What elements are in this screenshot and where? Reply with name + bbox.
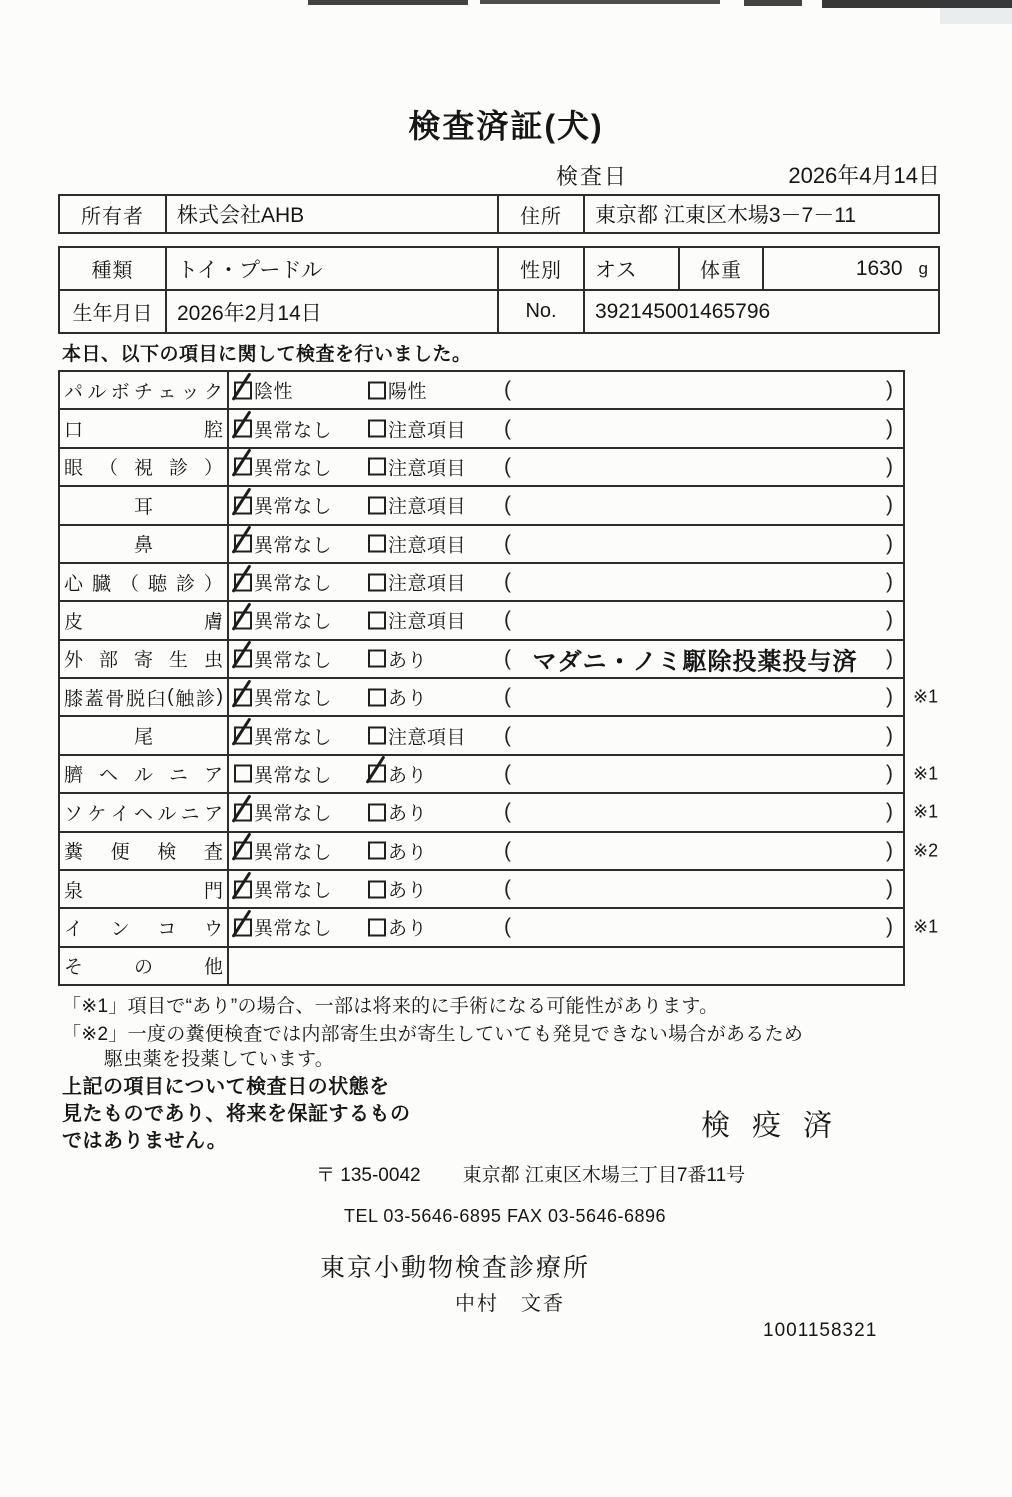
label-char: イ <box>64 918 84 940</box>
checklist-option <box>368 569 466 596</box>
owner-row <box>60 196 938 232</box>
disclaimer-line: ではありません。 <box>62 1130 228 1152</box>
paren-note-text: マダニ・ノミ駆除投薬投与済 <box>532 648 858 676</box>
paren-close: ) <box>886 570 893 594</box>
checklist-option <box>368 645 427 672</box>
paren-close: ) <box>886 531 893 555</box>
checklist-row-label <box>60 564 229 600</box>
paren-close: ) <box>886 416 893 440</box>
paren-close: ) <box>886 761 893 785</box>
label-char: 診 <box>195 688 215 710</box>
paren-open: ( <box>504 915 511 939</box>
checklist-row <box>60 639 903 677</box>
option-label: 注意項目 <box>388 458 467 480</box>
checklist-option <box>234 837 332 864</box>
label-char: 臍 <box>64 765 84 787</box>
option-label: 異常なし <box>254 535 333 557</box>
checklist-option <box>368 415 466 442</box>
checklist-row-content <box>229 948 903 984</box>
checklist-option <box>234 453 332 480</box>
paren-close: ) <box>886 646 893 670</box>
checkbox-unchecked-icon <box>234 765 252 783</box>
checklist-row <box>60 946 903 984</box>
no-value: 392145001465796 <box>595 299 771 323</box>
breed-row <box>60 248 938 289</box>
checkbox-unchecked-icon <box>368 611 386 629</box>
label-char: ル <box>87 381 107 403</box>
paren-open: ( <box>504 416 511 440</box>
checklist-option <box>234 569 332 596</box>
paren-open: ( <box>504 608 511 632</box>
footnote-ref: ※1 <box>913 763 939 784</box>
option-label: 異常なし <box>254 688 333 710</box>
checklist-option <box>234 607 332 634</box>
option-label: 注意項目 <box>388 496 467 518</box>
checklist-row <box>60 715 903 753</box>
label-char: ェ <box>157 381 177 403</box>
checklist-option <box>234 799 332 826</box>
option-label: あり <box>388 765 428 787</box>
checklist-row-content <box>229 717 903 753</box>
checklist-row-content <box>229 641 903 677</box>
checkbox-checked-icon <box>234 842 252 860</box>
checklist-row-label <box>60 833 229 869</box>
sex-label: 性別 <box>499 248 585 289</box>
checklist-row-label <box>60 372 229 408</box>
paren-close: ) <box>886 723 893 747</box>
option-label: 注意項目 <box>388 535 467 557</box>
checklist-row <box>60 907 939 945</box>
no-label: No. <box>499 291 585 332</box>
option-label: 陽性 <box>388 381 428 403</box>
paren-close: ) <box>886 378 893 402</box>
paren-open: ( <box>504 877 511 901</box>
label-char: ボ <box>110 381 130 403</box>
label-char: 鼻 <box>133 535 153 557</box>
label-char: 口 <box>64 420 84 442</box>
label-char: 臼 <box>146 688 166 710</box>
checklist-row <box>60 447 903 485</box>
checkbox-unchecked-icon <box>368 420 386 438</box>
checklist-row-label <box>60 794 229 830</box>
label-char: チ <box>133 381 153 403</box>
checkbox-checked-icon <box>234 611 252 629</box>
paren-close: ) <box>886 454 893 478</box>
check-slash-icon <box>231 487 251 515</box>
checklist-option <box>368 377 427 404</box>
label-char: ル <box>133 765 153 787</box>
label-char: 診 <box>175 573 195 595</box>
postal-code: 〒 135-0042 <box>316 1165 421 1186</box>
option-label: 注意項目 <box>388 727 467 749</box>
label-char: ッ <box>180 381 200 403</box>
weight-value: 1630 <box>855 256 903 280</box>
label-char: ケ <box>87 803 107 825</box>
checklist-row <box>60 485 903 523</box>
checklist-row <box>60 372 903 408</box>
checkbox-unchecked-icon <box>368 803 386 821</box>
option-label: 注意項目 <box>388 573 467 595</box>
checklist-option <box>234 415 332 442</box>
option-label: あり <box>388 688 428 710</box>
checklist-row-content <box>229 794 903 830</box>
paren-close: ) <box>886 685 893 709</box>
label-char: 腔 <box>203 420 223 442</box>
label-char: コ <box>157 918 177 940</box>
scan-artifact <box>308 0 468 5</box>
label-char: 検 <box>157 842 177 864</box>
checkbox-checked-icon <box>368 765 386 783</box>
birthdate-value: 2026年2月14日 <box>167 291 499 332</box>
option-label: 異常なし <box>254 496 333 518</box>
quarantine-stamp: 検 疫 済 <box>701 1110 840 1142</box>
checklist-option <box>234 492 332 519</box>
checklist-row-content <box>229 410 903 446</box>
paren-open: ( <box>504 761 511 785</box>
check-slash-icon <box>231 449 251 477</box>
checkbox-checked-icon <box>234 496 252 514</box>
paren-open: ( <box>504 378 511 402</box>
address-label: 住所 <box>499 196 585 232</box>
checklist-row-content <box>229 871 903 907</box>
checklist-option <box>234 876 332 903</box>
inspection-date-label: 検査日 <box>556 164 629 189</box>
checkbox-checked-icon <box>234 458 252 476</box>
check-slash-icon <box>231 717 251 745</box>
checklist-option <box>368 530 466 557</box>
owner-value: 株式会社AHB <box>167 196 499 232</box>
option-label: 異常なし <box>254 918 333 940</box>
checkbox-checked-icon <box>234 880 252 898</box>
checklist-row-content <box>229 526 903 562</box>
label-char: 触 <box>175 688 195 710</box>
checklist-row-label <box>60 717 229 753</box>
option-label: 異常なし <box>254 842 333 864</box>
label-char: 心 <box>64 573 84 595</box>
checkbox-unchecked-icon <box>368 880 386 898</box>
label-char: 視 <box>133 458 153 480</box>
paren-close: ) <box>886 877 893 901</box>
label-char: ン <box>110 918 130 940</box>
label-char: パ <box>64 381 84 403</box>
option-label: 注意項目 <box>388 611 467 633</box>
checklist-row <box>60 754 939 792</box>
checklist-option <box>234 914 332 941</box>
label-char: ヘ <box>133 803 153 825</box>
label-char: 外 <box>64 650 84 672</box>
checklist-row <box>60 677 939 715</box>
scan-artifact <box>744 0 802 6</box>
checkbox-unchecked-icon <box>368 573 386 591</box>
check-slash-icon <box>231 641 251 669</box>
paren-open: ( <box>504 838 511 862</box>
checkbox-checked-icon <box>234 535 252 553</box>
label-char: ヘ <box>98 765 118 787</box>
label-char: 骨 <box>105 688 125 710</box>
disclaimer-line: 見たものであり、将来を保証するもの <box>62 1103 411 1125</box>
option-label: 異常なし <box>254 458 333 480</box>
document-title: 検査済証(犬) <box>408 108 604 144</box>
paren-close: ) <box>886 800 893 824</box>
label-char: 膝 <box>64 688 84 710</box>
option-label: 異常なし <box>254 880 333 902</box>
label-char: 虫 <box>203 650 223 672</box>
checklist-option <box>368 453 466 480</box>
paren-open: ( <box>504 570 511 594</box>
office-address-line <box>316 1160 745 1187</box>
label-char: 耳 <box>133 496 153 518</box>
label-char: （ <box>98 458 118 480</box>
check-slash-icon <box>231 794 251 822</box>
scan-artifact <box>822 0 1012 8</box>
checkbox-checked-icon <box>234 918 252 936</box>
checklist-row-label <box>60 410 229 446</box>
checkbox-unchecked-icon <box>368 650 386 668</box>
breed-label: 種類 <box>60 248 167 289</box>
checklist-row-content <box>229 602 903 638</box>
checklist-option <box>234 530 332 557</box>
option-label: あり <box>388 880 428 902</box>
label-char: ソ <box>64 803 84 825</box>
checklist-option <box>368 876 427 903</box>
paren-close: ) <box>886 493 893 517</box>
footnote-ref: ※2 <box>913 840 939 861</box>
label-char: ） <box>203 573 223 595</box>
checklist-row <box>60 792 939 830</box>
checklist-option <box>234 722 332 749</box>
label-char: 寄 <box>133 650 153 672</box>
label-char: 門 <box>203 880 223 902</box>
label-char: 聴 <box>147 573 167 595</box>
label-char: ル <box>157 803 177 825</box>
paren-open: ( <box>504 454 511 478</box>
note-ref2-line2: 駆虫薬を投薬しています。 <box>104 1049 335 1070</box>
checklist-intro: 本日、以下の項目に関して検査を行いました。 <box>62 344 472 365</box>
check-slash-icon <box>231 372 251 400</box>
checklist-row-label <box>60 487 229 523</box>
checklist-row-label <box>60 602 229 638</box>
option-label: あり <box>388 918 428 940</box>
label-char: 生 <box>168 650 188 672</box>
checkbox-checked-icon <box>234 420 252 438</box>
check-slash-icon <box>231 871 251 899</box>
paren-open: ( <box>504 723 511 747</box>
checklist-row-content <box>229 909 903 945</box>
checklist-option <box>368 799 427 826</box>
label-char: ） <box>203 458 223 480</box>
option-label: 異常なし <box>254 573 333 595</box>
checklist-option <box>368 492 466 519</box>
label-char: 診 <box>168 458 188 480</box>
sex-value: オス <box>585 248 680 289</box>
label-char: 眼 <box>64 458 84 480</box>
footnote-ref: ※1 <box>913 916 939 937</box>
paren-open: ( <box>504 646 511 670</box>
checkbox-checked-icon <box>234 727 252 745</box>
weight-label: 体重 <box>680 248 764 289</box>
check-slash-icon <box>231 602 251 630</box>
check-slash-icon <box>231 526 251 554</box>
checklist-row-content <box>229 372 903 408</box>
inspection-date-value: 2026年4月14日 <box>788 163 940 188</box>
check-slash-icon <box>365 756 385 784</box>
checkbox-unchecked-icon <box>368 727 386 745</box>
label-char: 部 <box>98 650 118 672</box>
label-char: 尾 <box>133 727 153 749</box>
label-char: ア <box>203 765 223 787</box>
birth-row <box>60 289 938 332</box>
owner-label: 所有者 <box>60 196 167 232</box>
option-label: 異常なし <box>254 803 333 825</box>
option-label: 異常なし <box>254 727 333 749</box>
paren-open: ( <box>504 800 511 824</box>
label-char: 皮 <box>64 611 84 633</box>
checklist-row <box>60 408 903 446</box>
address-value: 東京都 江東区木場3－7－11 <box>595 204 856 227</box>
checkbox-checked-icon <box>234 650 252 668</box>
label-char: ニ <box>180 803 200 825</box>
checklist-row-content <box>229 487 903 523</box>
checkbox-unchecked-icon <box>368 918 386 936</box>
label-char: 脱 <box>125 688 145 710</box>
checklist-row-label <box>60 756 229 792</box>
checkbox-unchecked-icon <box>368 535 386 553</box>
option-label: 異常なし <box>254 765 333 787</box>
checklist-option <box>368 684 427 711</box>
check-slash-icon <box>231 564 251 592</box>
birthdate-label: 生年月日 <box>60 291 167 332</box>
label-char: 便 <box>110 842 130 864</box>
checklist-row-content <box>229 756 903 792</box>
checkbox-unchecked-icon <box>368 842 386 860</box>
checklist-row <box>60 869 903 907</box>
scan-artifact <box>940 8 1012 24</box>
label-char: そ <box>64 957 84 979</box>
label-char: ( <box>167 686 174 708</box>
animal-table <box>58 246 940 334</box>
paren-open: ( <box>504 531 511 555</box>
checkbox-unchecked-icon <box>368 458 386 476</box>
option-label: あり <box>388 842 428 864</box>
check-slash-icon <box>231 679 251 707</box>
checkbox-checked-icon <box>234 381 252 399</box>
footnote-ref: ※1 <box>913 801 939 822</box>
scan-artifact <box>480 0 720 4</box>
checklist-option <box>234 377 293 404</box>
paren-close: ) <box>886 915 893 939</box>
clinic-name: 東京小動物検査診療所 <box>320 1254 591 1282</box>
checklist-option <box>368 914 427 941</box>
checkbox-checked-icon <box>234 688 252 706</box>
check-slash-icon <box>231 410 251 438</box>
option-label: あり <box>388 803 428 825</box>
paren-close: ) <box>886 838 893 862</box>
checkbox-unchecked-icon <box>368 496 386 514</box>
checklist-row-label <box>60 948 229 984</box>
checklist-option <box>368 722 466 749</box>
checklist-row <box>60 831 939 869</box>
weight-unit: g <box>918 258 928 278</box>
check-slash-icon <box>231 833 251 861</box>
option-label: あり <box>388 650 428 672</box>
checkbox-unchecked-icon <box>368 381 386 399</box>
paren-close: ) <box>886 608 893 632</box>
checklist-row <box>60 524 903 562</box>
checklist-row-label <box>60 909 229 945</box>
paren-open: ( <box>504 493 511 517</box>
weight-value-cell <box>764 248 938 289</box>
checkbox-checked-icon <box>234 803 252 821</box>
checklist-row-label <box>60 871 229 907</box>
label-char: イ <box>110 803 130 825</box>
checkbox-checked-icon <box>234 573 252 591</box>
tel-fax-line: TEL 03-5646-6895 FAX 03-5646-6896 <box>344 1206 667 1226</box>
label-char: の <box>133 957 153 979</box>
option-label: 異常なし <box>254 420 333 442</box>
checklist-option <box>368 837 427 864</box>
option-label: 陰性 <box>254 381 294 403</box>
checklist-row-label <box>60 679 229 715</box>
serial-number: 1001158321 <box>763 1320 878 1341</box>
checklist-option <box>368 607 466 634</box>
checkbox-unchecked-icon <box>368 688 386 706</box>
label-char: 膚 <box>203 611 223 633</box>
option-label: 注意項目 <box>388 420 467 442</box>
checklist-row-label <box>60 526 229 562</box>
note-ref2-line1: 「※2」一度の糞便検査では内部寄生虫が寄生していても発見できない場合があるため <box>62 1024 804 1045</box>
checklist-row <box>60 562 903 600</box>
checklist-row-label <box>60 449 229 485</box>
checklist-row-content <box>229 564 903 600</box>
paren-open: ( <box>504 685 511 709</box>
checklist-row-content <box>229 449 903 485</box>
checklist-option <box>234 760 332 787</box>
label-char: 糞 <box>64 842 84 864</box>
label-char: 他 <box>203 957 223 979</box>
label-char: 泉 <box>64 880 84 902</box>
note-ref1: 「※1」項目で“あり”の場合、一部は将来的に手術になる可能性があります。 <box>62 996 719 1017</box>
option-label: 異常なし <box>254 611 333 633</box>
office-address: 東京都 江東区木場三丁目7番11号 <box>462 1165 746 1186</box>
checklist-option <box>234 645 332 672</box>
label-char: 蓋 <box>84 688 104 710</box>
checklist-row-content <box>229 833 903 869</box>
label-char: ) <box>216 686 223 708</box>
disclaimer-text <box>62 1074 411 1155</box>
checklist-option <box>234 684 332 711</box>
disclaimer-line: 上記の項目について検査日の状態を <box>62 1076 390 1098</box>
check-slash-icon <box>231 909 251 937</box>
checklist-row <box>60 600 903 638</box>
checklist-row-content <box>229 679 903 715</box>
examiner-name: 中村 文香 <box>455 1293 565 1315</box>
label-char: ア <box>203 803 223 825</box>
label-char: 臓 <box>91 573 111 595</box>
footnote-ref: ※1 <box>913 686 939 707</box>
checklist-row-label <box>60 641 229 677</box>
checklist-option <box>368 760 427 787</box>
label-char: 査 <box>203 842 223 864</box>
label-char: ウ <box>203 918 223 940</box>
breed-value: トイ・プードル <box>167 248 499 289</box>
owner-table <box>58 194 940 234</box>
label-char: ニ <box>168 765 188 787</box>
option-label: 異常なし <box>254 650 333 672</box>
label-char: ク <box>203 381 223 403</box>
label-char: （ <box>119 573 139 595</box>
checklist-table <box>58 370 939 986</box>
